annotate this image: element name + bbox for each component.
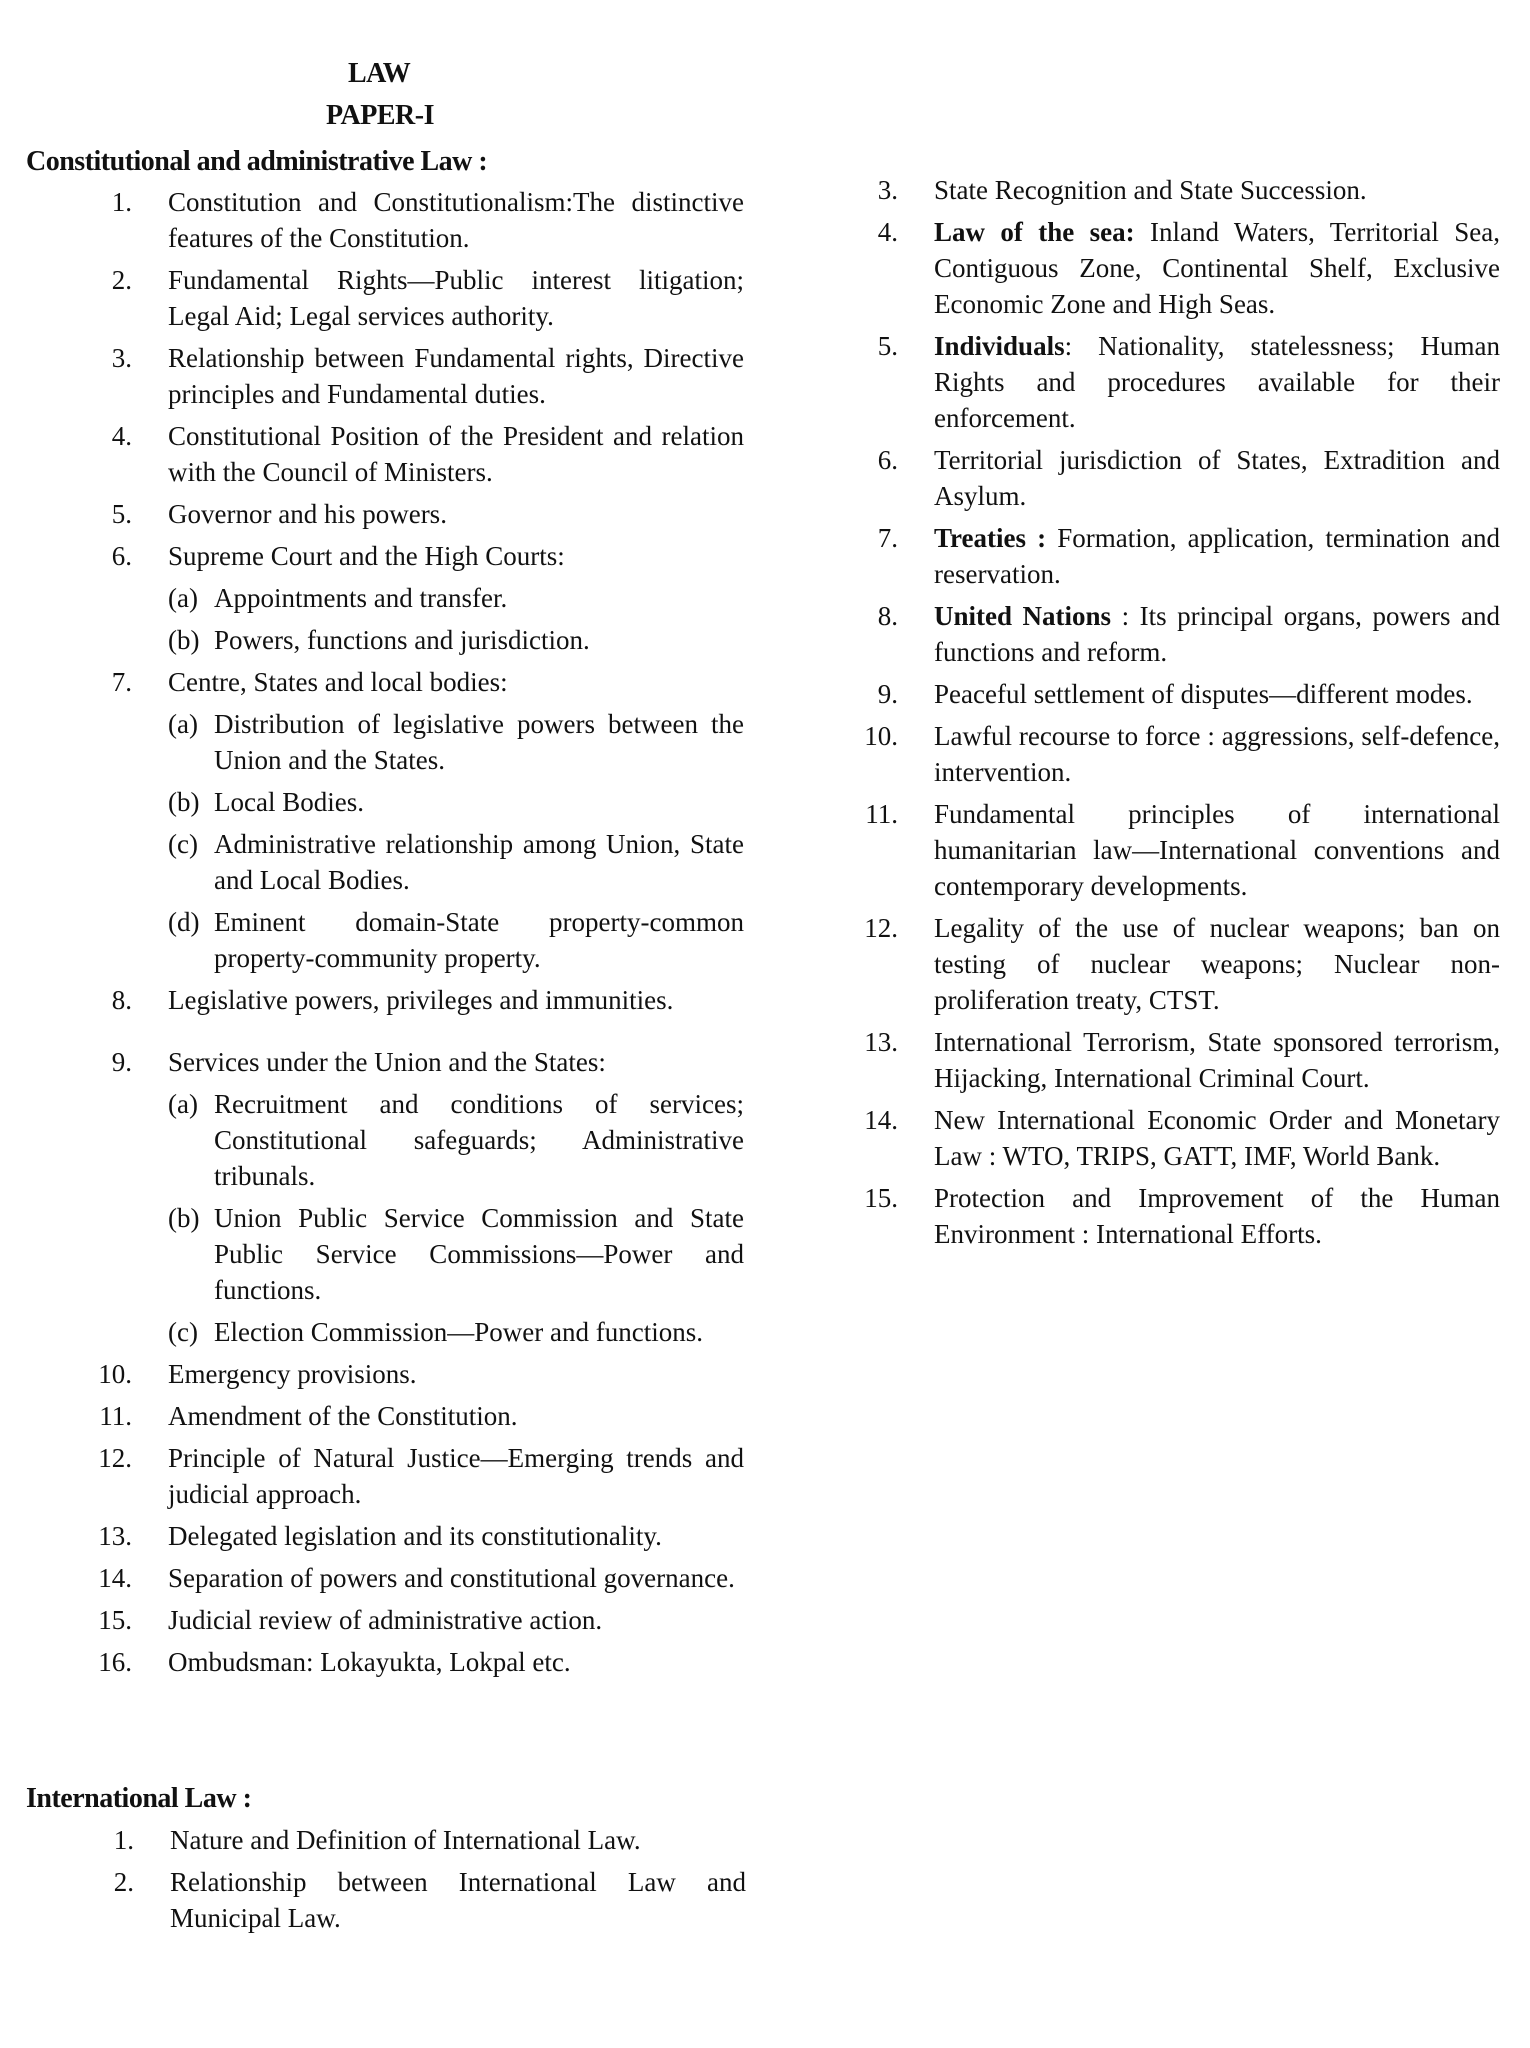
item-term: Law of the sea:	[934, 217, 1135, 247]
list-item: 7. Centre, States and local bodies:	[111, 667, 508, 697]
list-item: 12. Legality of the use of nuclear weapons; ban on testing of nuclear weapons; Nuclear non-proliferation treaty, CTST.	[864, 913, 1500, 1015]
list-item: 10. Lawful recourse to force : aggressions, self-defence, intervention.	[864, 721, 1500, 787]
list-item: 3. Relationship between Fundamental rights, Directive principles and Fundamental duties.	[111, 343, 744, 409]
list-item: 6. Supreme Court and the High Courts:	[111, 541, 565, 571]
sub-list-item: (b) Union Public Service Commission and State Public Service Commissions—Power and functions.	[168, 1203, 744, 1305]
sub-list-item: (a) Recruitment and conditions of services; Constitutional safeguards; Administrative tribunals.	[168, 1089, 744, 1191]
constitutional-law-list	[84, 184, 744, 1686]
list-item: 14. Separation of powers and constitutional governance.	[98, 1563, 735, 1593]
item-term: United Nations	[934, 601, 1112, 631]
list-item: 6. Territorial jurisdiction of States, Extradition and Asylum.	[877, 445, 1500, 511]
item-term: Individuals	[934, 331, 1065, 361]
list-item: 4. Constitutional Position of the President and relation with the Council of Ministers.	[111, 421, 744, 487]
paper-title: PAPER-I	[326, 100, 434, 131]
list-item: 14. New International Economic Order and Monetary Law : WTO, TRIPS, GATT, IMF, World Bank.	[864, 1105, 1500, 1171]
list-item: 12. Principle of Natural Justice—Emerging trends and judicial approach.	[98, 1443, 744, 1509]
list-item: 4. Law of the sea: Inland Waters, Territorial Sea, Contiguous Zone, Continental Shelf, Exclusive Economic Zone and High Seas.	[877, 217, 1500, 319]
list-item: 7. Treaties : Formation, application, termination and reservation.	[877, 523, 1500, 589]
list-item: 8. United Nations : Its principal organs, powers and functions and reform.	[877, 601, 1500, 667]
list-item: 16. Ombudsman: Lokayukta, Lokpal etc.	[98, 1647, 571, 1677]
subject-title: LAW	[348, 58, 411, 89]
list-item: 2. Fundamental Rights—Public interest litigation; Legal Aid; Legal services authority.	[111, 265, 744, 331]
list-item: 15. Judicial review of administrative action.	[98, 1605, 603, 1635]
sub-list-item: (c) Administrative relationship among Union, State and Local Bodies.	[168, 829, 744, 895]
international-law-list-continued	[850, 172, 1500, 1258]
sub-list-item: (c) Election Commission—Power and functions.	[168, 1317, 703, 1347]
section-heading-constitutional: Constitutional and administrative Law :	[26, 146, 488, 177]
list-item: 2. Relationship between International Law and Municipal Law.	[113, 1867, 746, 1933]
list-item: 13. International Terrorism, State sponsored terrorism, Hijacking, International Criminal Court.	[864, 1027, 1500, 1093]
list-item: 10. Emergency provisions.	[98, 1359, 417, 1389]
sub-list-item: (d) Eminent domain-State property-common property-community property.	[168, 907, 744, 973]
section-heading-international: International Law :	[26, 1783, 252, 1814]
list-item: 5. Governor and his powers.	[111, 499, 447, 529]
list-item: 8. Legislative powers, privileges and immunities.	[111, 985, 674, 1015]
sub-list-item: (b) Local Bodies.	[168, 787, 364, 817]
sub-list-item: (b) Powers, functions and jurisdiction.	[168, 625, 590, 655]
international-law-list-start	[86, 1822, 746, 1942]
list-item: 15. Protection and Improvement of the Human Environment : International Efforts.	[864, 1183, 1500, 1249]
sub-list-item: (a) Appointments and transfer.	[168, 583, 508, 613]
list-item: 9. Services under the Union and the States:	[111, 1047, 606, 1077]
list-item: 13. Delegated legislation and its constitutionality.	[98, 1521, 662, 1551]
item-term: Treaties :	[934, 523, 1047, 553]
sub-list-item: (a) Distribution of legislative powers between the Union and the States.	[168, 709, 744, 775]
list-item: 11. Amendment of the Constitution.	[99, 1401, 518, 1431]
list-item: 9. Peaceful settlement of disputes—different modes.	[877, 679, 1473, 709]
list-item: 5. Individuals: Nationality, statelessness; Human Rights and procedures available for their enforcement.	[877, 331, 1500, 433]
list-item: 3. State Recognition and State Succession.	[877, 175, 1367, 205]
list-item: 11. Fundamental principles of international humanitarian law—International conventions and contemporary developments.	[865, 799, 1500, 901]
list-item: 1. Constitution and Constitutionalism:The distinctive features of the Constitution.	[111, 187, 744, 253]
list-item: 1. Nature and Definition of International Law.	[113, 1825, 641, 1855]
